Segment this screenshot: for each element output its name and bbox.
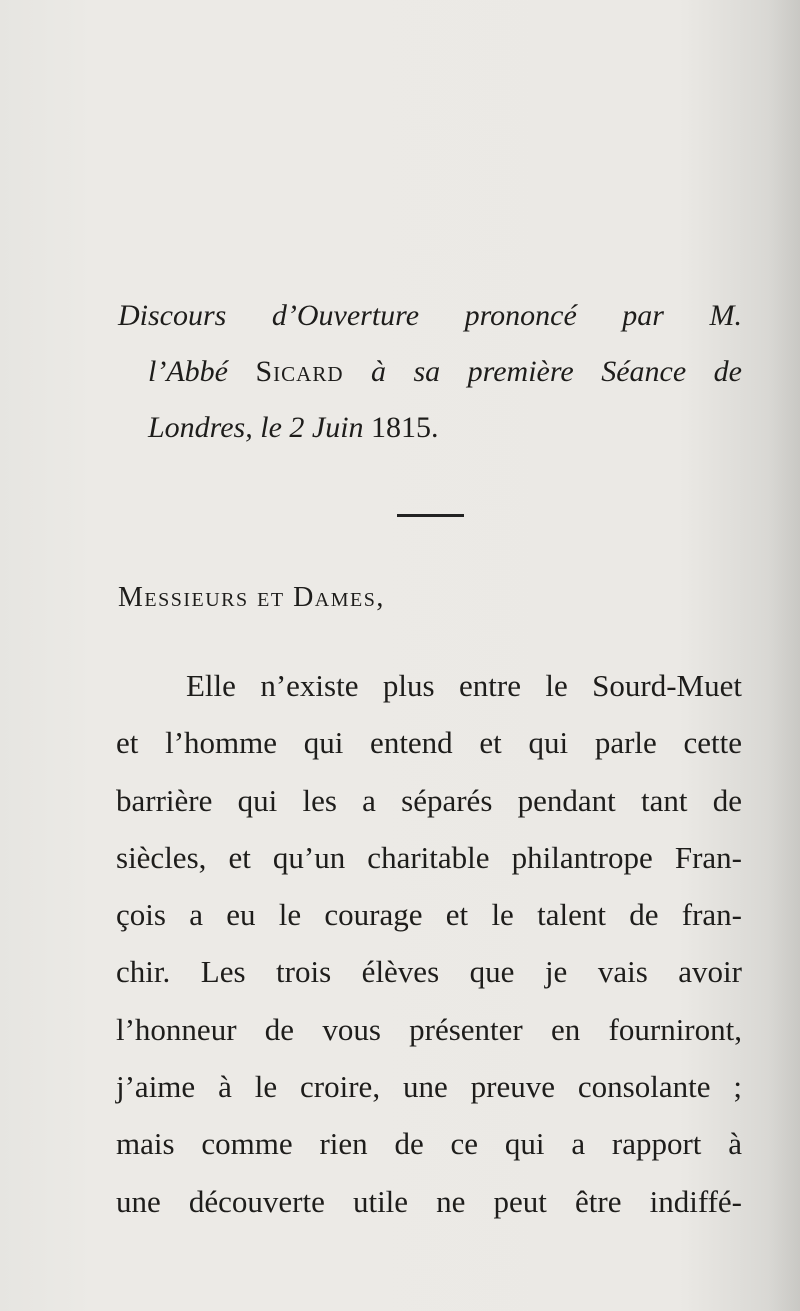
text-line: Elle n’existe plus entre le Sourd-Muet: [186, 668, 742, 703]
text-line: mais comme rien de ce qui a rapport à: [116, 1126, 742, 1162]
heading-abbe: l’Abbé: [148, 355, 228, 388]
text-line: j’aime à le croire, une preuve consolante ;: [116, 1069, 742, 1105]
section-divider-rule: [397, 514, 464, 517]
text-line: barrière qui les a séparés pendant tant de: [116, 782, 742, 818]
salutation: Messieurs et Dames,: [118, 582, 385, 613]
heading-line-3: [118, 400, 742, 456]
heading-year: 1815.: [371, 411, 439, 444]
body-paragraph: [116, 657, 742, 1230]
text-line: siècles, et qu’un charitable philantrope Fran-: [116, 839, 742, 875]
text-line: l’honneur de vous présenter en fourniront,: [116, 1011, 742, 1047]
text-line: çois a eu le courage et le talent de fran-: [116, 897, 742, 933]
discourse-heading: [118, 288, 742, 456]
heading-line-2: [118, 344, 742, 400]
text-line: une découverte utile ne peut être indiffé-: [116, 1183, 742, 1219]
heading-name-sicard: Sicard: [255, 355, 344, 388]
text-line: et l’homme qui entend et qui parle cette: [116, 725, 742, 761]
heading-place-date: Londres, le 2 Juin: [148, 411, 364, 444]
heading-line-1: Discours d’Ouverture prononcé par M.: [118, 299, 742, 332]
text-line: chir. Les trois élèves que je vais avoir: [116, 954, 742, 990]
heading-line-2-rest: à sa première Séance de: [371, 355, 742, 388]
